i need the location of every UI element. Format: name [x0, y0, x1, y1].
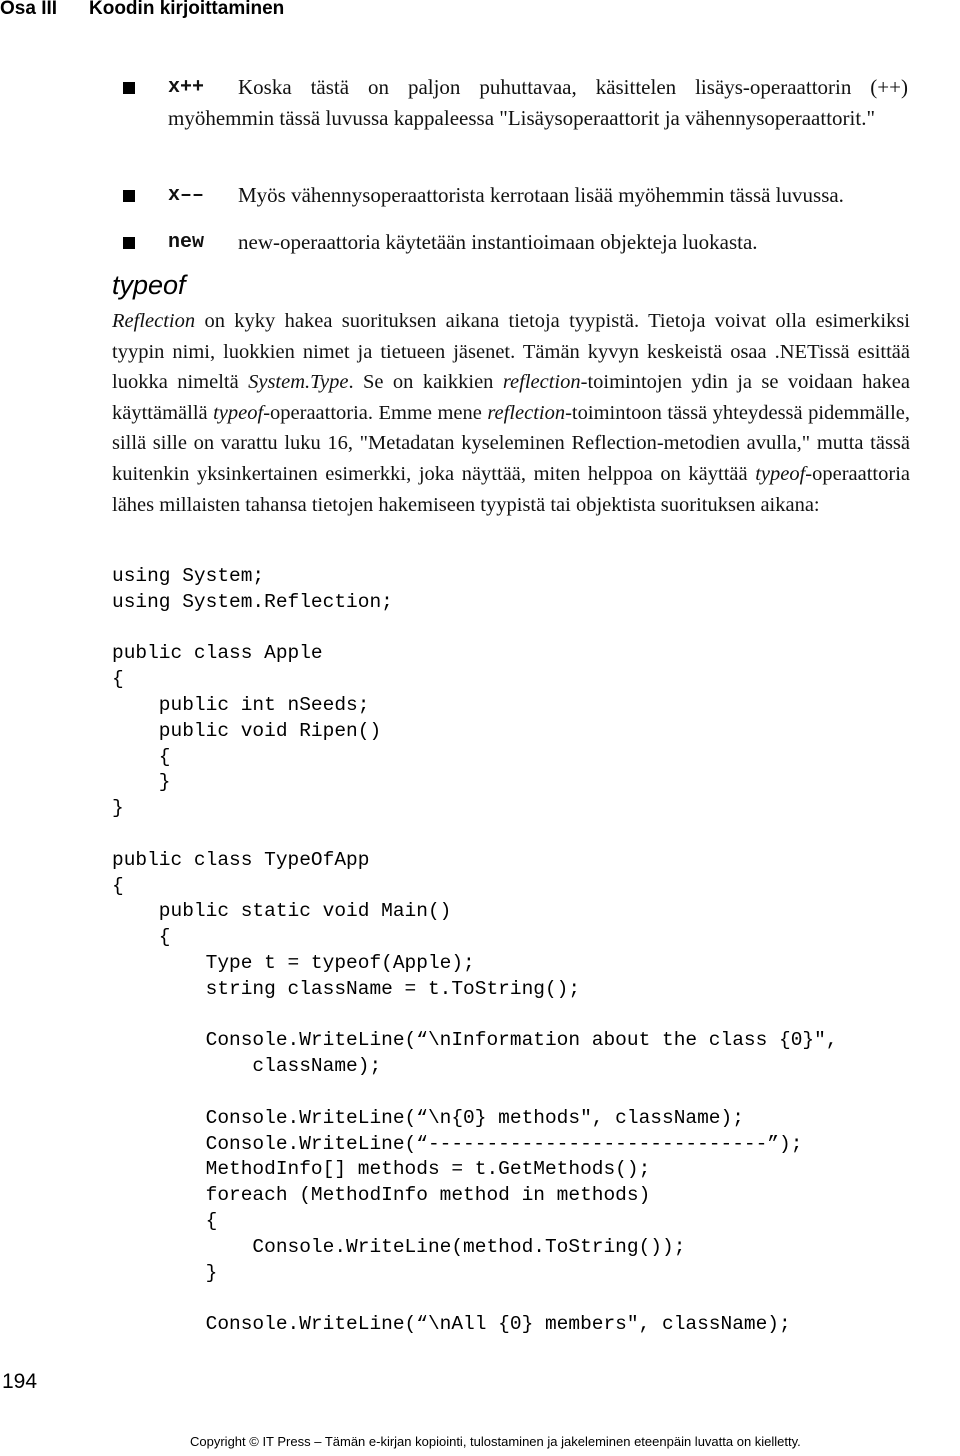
emphasis: typeof	[755, 462, 806, 485]
section-heading: typeof	[112, 270, 186, 300]
code-line: {	[112, 668, 124, 691]
code-line: {	[112, 1209, 218, 1232]
emphasis: typeof	[213, 401, 264, 424]
code-line: className);	[112, 1055, 382, 1078]
code-line: using System.Reflection;	[112, 590, 393, 613]
code-line: Console.WriteLine(“-----------------------------”);	[112, 1132, 803, 1155]
code-line: public void Ripen()	[112, 719, 382, 742]
code-line: Type t = typeof(Apple);	[112, 951, 475, 974]
operator-term: new	[168, 231, 205, 254]
text-run: -operaattoria. Emme mene	[263, 401, 488, 424]
code-line	[112, 1286, 942, 1312]
bullet-square-icon	[123, 190, 135, 202]
code-line	[112, 1003, 942, 1029]
bullet-square-icon	[123, 82, 135, 94]
code-line: }	[112, 771, 171, 794]
code-line: public static void Main()	[112, 900, 452, 923]
code-line: using System;	[112, 565, 265, 587]
list-item	[118, 227, 908, 258]
page-number: 194	[2, 1370, 38, 1393]
operator-description: Myös vähennysoperaattorista kerrotaan lisää myöhemmin tässä luvussa.	[238, 183, 844, 207]
text-run: -toimintoon tässä yhteydessä pidemmälle, sillä sille on varattu luku 16, "Metadatan kyseleminen Reflection-metodien avulla," mutta tässä kuitenkin yksinkertainen esimerkki, joka näyttää, miten helppoa on käyttää	[112, 401, 910, 485]
code-line	[112, 616, 942, 642]
code-line	[112, 1080, 942, 1106]
operator-description: new-operaattoria käytetään instantioimaan objekteja luokasta.	[238, 230, 758, 254]
code-line: }	[112, 797, 124, 820]
code-line: Console.WriteLine(method.ToString());	[112, 1235, 686, 1258]
body-paragraph	[112, 306, 910, 520]
code-line: foreach (MethodInfo method in methods)	[112, 1184, 651, 1207]
emphasis: Reflection	[112, 310, 196, 332]
running-header	[0, 0, 960, 20]
text-run: -operaattoria lähes millaisten tahansa tietojen hakemiseen tyypistä tai objektista suorituksen aikana:	[112, 462, 910, 516]
code-line: {	[112, 745, 171, 768]
emphasis: reflection	[487, 401, 566, 424]
operator-term: x++	[168, 76, 205, 99]
code-line: Console.WriteLine(“\nAll {0} members", className);	[112, 1313, 791, 1336]
bullet-square-icon	[123, 237, 135, 249]
operator-list	[118, 72, 908, 258]
list-item	[118, 180, 908, 211]
code-line: public int nSeeds;	[112, 693, 370, 716]
part-label: Osa III	[0, 0, 58, 19]
chapter-title: Koodin kirjoittaminen	[89, 0, 285, 19]
code-line: {	[112, 874, 124, 897]
operator-description: Koska tästä on paljon puhuttavaa, käsittelen lisäys-operaattorin (++) myöhemmin tässä luvussa kappaleessa "Lisäysoperaattorit ja vähennysoperaattorit."	[168, 75, 908, 130]
code-line: Console.WriteLine(“\nInformation about the class {0}",	[112, 1029, 838, 1052]
code-line: {	[112, 926, 171, 949]
code-line	[112, 822, 942, 848]
code-line: public class TypeOfApp	[112, 848, 370, 871]
code-line: string className = t.ToString();	[112, 977, 581, 1000]
code-listing	[112, 564, 942, 1338]
code-line: public class Apple	[112, 642, 323, 665]
code-line: }	[112, 1261, 218, 1284]
text-run: -toimintojen ydin ja se voidaan hakea käyttämällä	[112, 371, 911, 424]
list-item	[118, 72, 908, 165]
text-run: . Se on kaikkien	[348, 371, 503, 394]
emphasis: System.Type	[248, 371, 349, 394]
copyright-footer: Copyright © IT Press – Tämän e-kirjan kopiointi, tulostaminen ja jakeleminen eteenpäin luvatta on kielletty.	[190, 1434, 801, 1449]
code-line: MethodInfo[] methods = t.GetMethods();	[112, 1158, 651, 1181]
text-run: on kyky hakea suorituksen aikana tietoja tyypistä. Tietoja voivat olla esimerkiksi tyypin nimi, luokkien nimet ja tietueen jäsenet. Tämän kyvyn keskeistä osaa .NETissä esittää luokka nimeltä	[112, 310, 910, 394]
operator-term: x––	[168, 184, 205, 207]
code-line: Console.WriteLine(“\n{0} methods", className);	[112, 1106, 744, 1129]
emphasis: reflection	[502, 371, 581, 394]
